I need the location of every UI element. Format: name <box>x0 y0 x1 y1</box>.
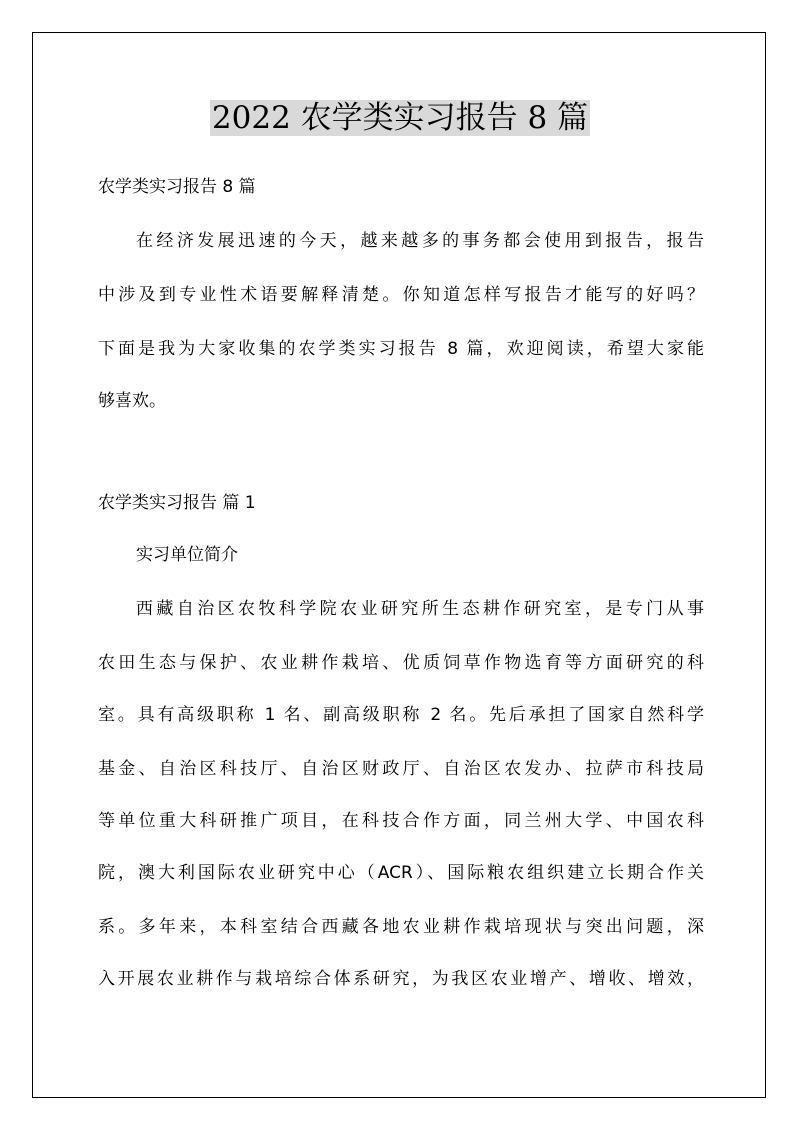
body-line-4: 基金、自治区科技厅、自治区财政厅、自治区农发办、拉萨市科技局 <box>98 759 704 779</box>
intro-line-1: 在经济发展迅速的今天，越来越多的事务都会使用到报告，报告 <box>136 231 704 251</box>
body-line-5: 等单位重大科研推广项目，在科技合作方面，同兰州大学、中国农科 <box>98 811 704 831</box>
body-line-6: 院，澳大利国际农业研究中心（ACR）、国际粮农组织建立长期合作关 <box>98 863 704 883</box>
body-line-3: 室。具有高级职称 1 名、副高级职称 2 名。先后承担了国家自然科学 <box>98 705 704 725</box>
body-line-7: 系。多年来，本科室结合西藏各地农业耕作栽培现状与突出问题，深 <box>98 917 704 937</box>
intro-line-3: 下面是我为大家收集的农学类实习报告 8 篇，欢迎阅读，希望大家能 <box>98 339 704 359</box>
intro-line-2: 中涉及到专业性术语要解释清楚。你知道怎样写报告才能写的好吗？ <box>98 285 704 305</box>
body-line-2: 农田生态与保护、农业耕作栽培、优质饲草作物选育等方面研究的科 <box>98 653 704 673</box>
document-subtitle: 农学类实习报告 8 篇 <box>98 177 256 197</box>
intro-line-4: 够喜欢。 <box>98 391 166 411</box>
body-line-1: 西藏自治区农牧科学院农业研究所生态耕作研究室，是专门从事 <box>136 599 704 619</box>
unit-heading: 实习单位简介 <box>136 545 238 565</box>
section-heading: 农学类实习报告 篇 1 <box>98 493 256 513</box>
document-title <box>0 98 800 138</box>
document-title-text: 2022 农学类实习报告 8 篇 <box>211 100 589 136</box>
body-line-8: 入开展农业耕作与栽培综合体系研究，为我区农业增产、增收、增效， <box>98 969 704 989</box>
